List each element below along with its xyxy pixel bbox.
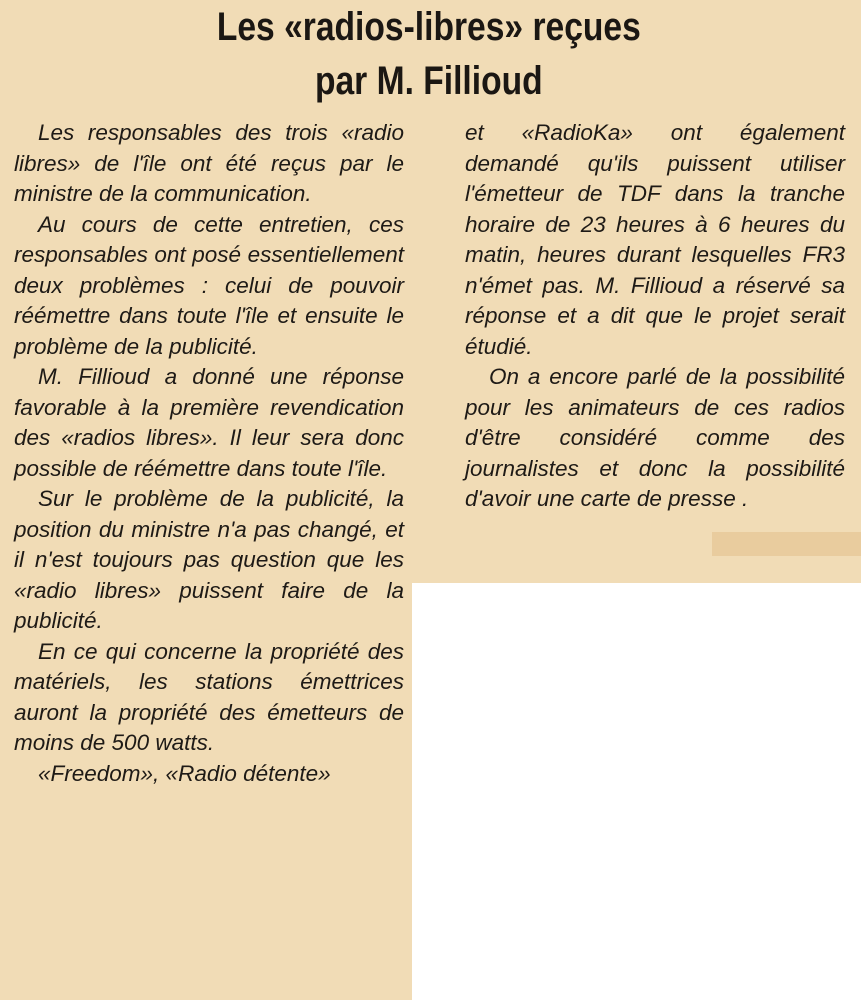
paragraph: Les responsables des trois «radio libres» de l'île ont été reçus par le ministre de la communication. (14, 120, 404, 206)
paragraph: et «RadioKa» ont également demandé qu'ils puissent utiliser l'émetteur de TDF dans la tranche horaire de 23 heures à 6 heures du matin, heures durant lesquelles FR3 n'émet pas. M. Fillioud a réservé sa réponse et a dit que le projet serait étudié. (465, 120, 845, 359)
paragraph: Au cours de cette entretien, ces responsables ont posé essentiellement deux problèmes : celui de pouvoir réémettre dans toute l'île et ensuite le problème de la publicité. (14, 211, 404, 359)
article-headline (67, 0, 790, 108)
paragraph: «Freedom», «Radio détente» (38, 760, 331, 786)
article-column-right (465, 118, 845, 515)
paragraph: En ce qui concerne la propriété des matériels, les stations émettrices auront la propriété des émetteurs de moins de 500 watts. (14, 638, 404, 755)
headline-line-1: Les «radios-libres» reçues (216, 5, 641, 49)
paragraph: Sur le problème de la publicité, la position du ministre n'a pas changé, et il n'est toujours pas question que les «radio libres» puissent faire de la publicité. (14, 486, 404, 633)
paragraph: On a encore parlé de la possibilité pour les animateurs de ces radios d'être considéré comme des journalistes et donc la possibilité d'avoir une carte de presse . (465, 364, 845, 511)
article-column-left (14, 118, 404, 789)
paragraph: M. Fillioud a donné une réponse favorable à la première revendication des «radios libres». Il leur sera donc possible de réémettre dans toute l'île. (14, 364, 404, 481)
paper-edge-strip (712, 532, 861, 556)
headline-line-2: par M. Fillioud (314, 59, 543, 103)
